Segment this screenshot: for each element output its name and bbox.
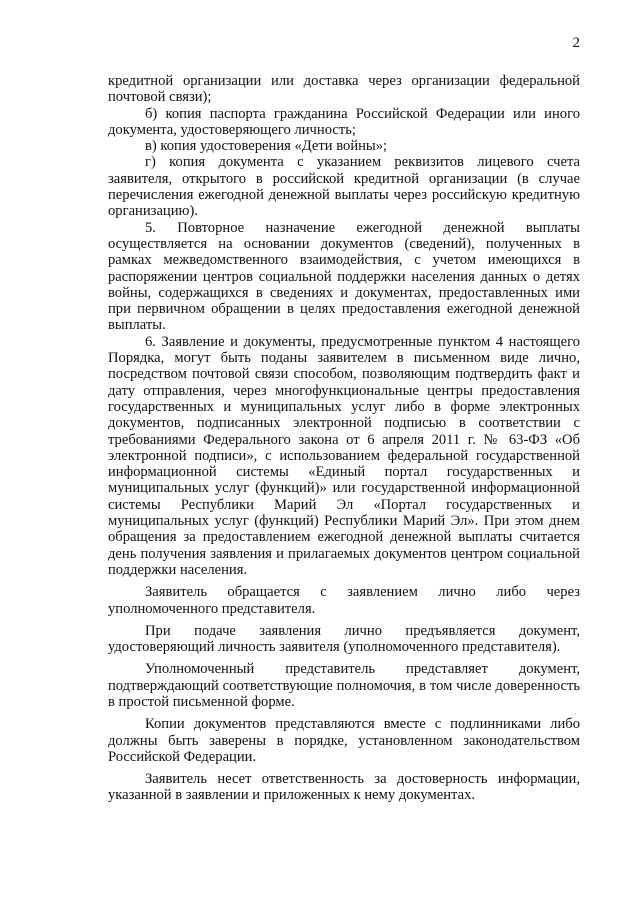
paragraph-responsibility: Заявитель несет ответственность за достоверность информации, указанной в заявлении и приложенных к нему документах. [108,771,580,804]
paragraph-identity-document: При подаче заявления лично предъявляется документ, удостоверяющий личность заявителя (уполномоченного представителя). [108,622,580,656]
paragraph-section-5: 5. Повторное назначение ежегодной денежной выплаты осуществляется на основании документов (сведений), полученных в рамках межведомственного взаимодействия, с учетом имеющихся в распоряжении центров социальной поддержки населения данных о детях войны, содержащихся в сведениях и документах, предоставленных ими при первичном обращении в целях предоставления ежегодной денежной выплаты. [108,219,580,334]
paragraph-section-6: 6. Заявление и документы, предусмотренные пунктом 4 настоящего Порядка, могут быть поданы заявителем в письменном виде лично, посредством почтовой связи способом, позволяющим подтвердить факт и дату отправления, через многофункциональные центры предоставления государственных и муниципальных услуг либо в форме электронных документов, подписанных электронной подписью в соответствии с требованиями Федерального закона от 6 апреля 2011 г. № 63-ФЗ «Об электронной подписи», с использованием федеральной государственной информационной системы «Единый портал государственных и муниципальных услуг (функций)» или государственной информационной системы Республики Марий Эл «Портал государственных и муниципальных услуг (функций) Республики Марий Эл». При этом днем обращения за предоставлением ежегодной денежной выплаты считается день получения заявления и прилагаемых документов центром социальной поддержки населения. [108,333,580,578]
paragraph-continuation-a: кредитной организации или доставка через организации федеральной почтовой связи); [108,73,580,106]
paragraph-document-copies: Копии документов представляются вместе с подлинниками либо должны быть заверены в порядке, установленном законодательством Российской Федерации. [108,716,580,765]
page-number: 2 [572,35,580,51]
paragraph-representative: Уполномоченный представитель представляет документ, подтверждающий соответствующие полномочия, в том числе доверенность в простой письменной форме. [108,661,580,710]
paragraph-item-g: г) копия документа с указанием реквизитов лицевого счета заявителя, открытого в российской кредитной организации (в случае перечисления ежегодной денежной выплаты через российскую кредитную организацию). [108,154,580,220]
document-body [108,73,580,804]
paragraph-applicant-appeal: Заявитель обращается с заявлением лично либо через уполномоченного представителя. [108,584,580,617]
paragraph-item-v: в) копия удостоверения «Дети войны»; [145,138,388,155]
paragraph-item-b: б) копия паспорта гражданина Российской Федерации или иного документа, удостоверяющего личность; [108,105,580,138]
